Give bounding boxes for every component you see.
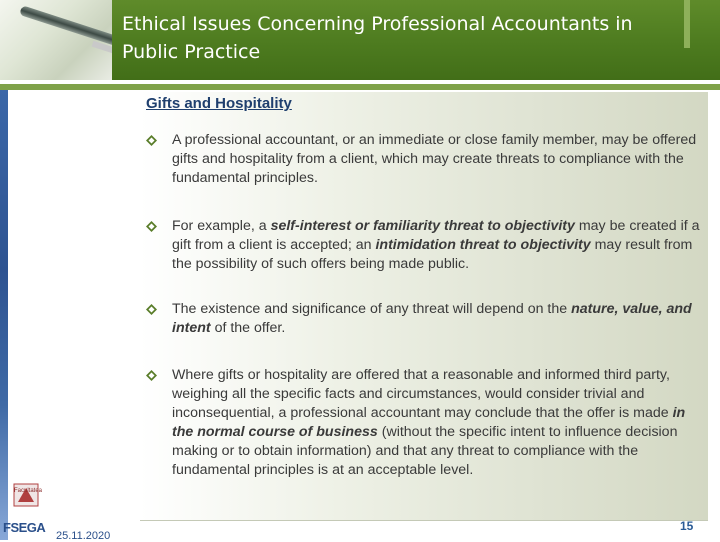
bullet-item bbox=[146, 366, 706, 480]
bullet-segment: of the offer. bbox=[210, 320, 286, 336]
bullet-segment: A professional accountant, or an immediate or close family member, may be offered gifts and hospitality from a client, which may create threats to compliance with the fundamental principles. bbox=[172, 132, 697, 186]
bullet-segment: may be created if a gift from a client is accepted; an bbox=[172, 218, 700, 253]
emphasized-text: intimidation threat to objectivity bbox=[375, 237, 591, 253]
content-bottom-divider bbox=[140, 520, 708, 521]
bullet-segment: (without the specific intent to influence decision making or to obtain information) and that any threat to compliance with the fundamental principles is at an acceptable level. bbox=[172, 424, 678, 478]
slide-date: 25.11.2020 bbox=[56, 530, 111, 542]
bullet-segment: may result from the possibility of such offers being made public. bbox=[172, 237, 693, 272]
diamond-bullet-icon bbox=[146, 221, 157, 232]
diamond-bullet-icon bbox=[146, 135, 157, 146]
bullet-item bbox=[146, 217, 706, 274]
logo-text: FSEGA bbox=[3, 520, 46, 535]
bullet-item bbox=[146, 131, 706, 188]
slide-title: Ethical Issues Concerning Professional Accountants in Public Practice bbox=[122, 13, 633, 63]
bullet-item bbox=[146, 300, 706, 338]
bullet-segment: The existence and significance of any threat will depend on the bbox=[172, 301, 572, 317]
bullet-text bbox=[172, 131, 706, 188]
diamond-bullet-icon bbox=[146, 370, 157, 381]
bullet-segment: Where gifts or hospitality are offered that a reasonable and informed third party, weighing all the specific facts and circumstances, would consider trivial and inconsequential, a professional accountant may conclude that the offer is made bbox=[172, 367, 673, 421]
left-decorative-strip bbox=[0, 90, 8, 540]
header-photo bbox=[0, 0, 112, 80]
emphasized-text: in the normal course of business bbox=[172, 405, 686, 440]
emphasized-text: self-interest or familiarity threat to objectivity bbox=[270, 218, 575, 234]
diamond-bullet-icon bbox=[146, 304, 157, 315]
logo-emblem-icon bbox=[4, 476, 48, 520]
bullet-text bbox=[172, 366, 706, 480]
section-title: Gifts and Hospitality bbox=[146, 95, 292, 112]
bullet-text bbox=[172, 300, 706, 338]
emphasized-text: nature, value, and intent bbox=[172, 301, 692, 336]
header-accent-line bbox=[0, 84, 720, 90]
bullet-segment: For example, a bbox=[172, 218, 271, 234]
page-number: 15 bbox=[680, 519, 694, 533]
logo-caption: Facultatea bbox=[14, 488, 43, 494]
title-accent-bar bbox=[684, 0, 690, 48]
bullet-text bbox=[172, 217, 706, 274]
